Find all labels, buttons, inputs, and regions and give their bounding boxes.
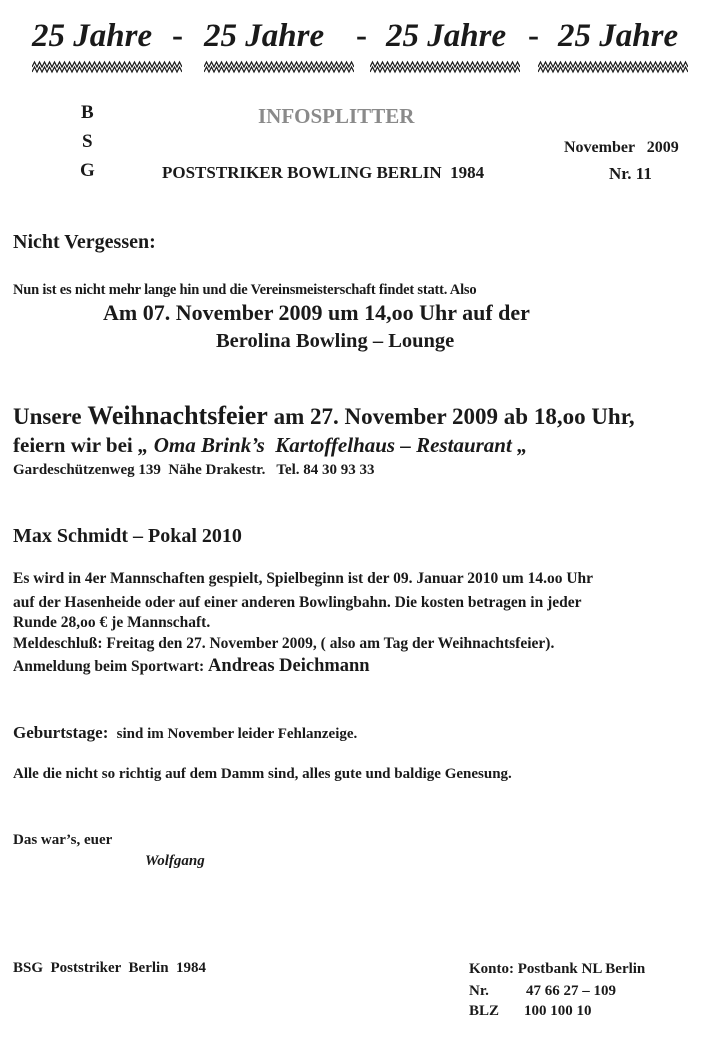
zigzag-rule bbox=[32, 60, 182, 74]
zigzag-rule bbox=[538, 60, 688, 74]
reminder-heading: Nicht Vergessen: bbox=[13, 231, 156, 253]
pokal-line: Meldeschluß: Freitag den 27. November 2009, ( also am Tag der Weihnachtsfeier). bbox=[13, 635, 555, 652]
footer-nr-label: Nr. bbox=[469, 983, 489, 999]
pokal-line: Runde 28,oo € je Mannschaft. bbox=[13, 614, 211, 631]
issue-date: November 2009 bbox=[564, 139, 679, 156]
birthdays-text: sind im November leider Fehlanzeige. bbox=[116, 726, 358, 742]
banner-item: 25 Jahre bbox=[204, 18, 325, 54]
banner-separator: - bbox=[528, 18, 539, 54]
christmas-venue: „ Oma Brink’s Kartoffelhaus – Restaurant „ bbox=[138, 433, 528, 457]
reminder-venue-line: Berolina Bowling – Lounge bbox=[216, 330, 455, 352]
bsg-letter: G bbox=[80, 160, 95, 181]
birthdays-heading: Geburtstage: bbox=[13, 723, 109, 742]
christmas-post: am 27. November 2009 ab 18,oo Uhr, bbox=[273, 404, 635, 429]
footer-club: BSG Poststriker Berlin 1984 bbox=[13, 960, 207, 976]
bsg-letter: B bbox=[81, 102, 94, 123]
club-name: POSTSTRIKER BOWLING BERLIN 1984 bbox=[162, 163, 485, 182]
footer-konto: Konto: Postbank NL Berlin bbox=[469, 961, 646, 977]
zigzag-rule bbox=[370, 60, 520, 74]
christmas-line2-pre: feiern wir bei bbox=[13, 433, 133, 457]
bsg-letter: S bbox=[82, 131, 93, 152]
banner-item: 25 Jahre bbox=[558, 18, 679, 54]
christmas-word: Weihnachtsfeier bbox=[87, 401, 268, 430]
pokal-line: auf der Hasenheide oder auf einer anderen Bowlingbahn. Die kosten betragen in jeder bbox=[13, 594, 582, 611]
banner-item: 25 Jahre bbox=[386, 18, 507, 54]
pokal-line: Es wird in 4er Mannschaften gespielt, Spielbeginn ist der 09. Januar 2010 um 14.oo Uhr bbox=[13, 570, 594, 587]
reminder-date-line: Am 07. November 2009 um 14,oo Uhr auf der bbox=[103, 300, 530, 325]
footer-nr-value: 47 66 27 – 109 bbox=[526, 983, 616, 999]
footer-blz-label: BLZ bbox=[469, 1003, 500, 1019]
pokal-signup-name: Andreas Deichmann bbox=[208, 656, 370, 676]
banner-item: 25 Jahre bbox=[32, 18, 153, 54]
christmas-address: Gardeschützenweg 139 Nähe Drakestr. Tel. 84 30 93 33 bbox=[13, 462, 375, 478]
banner-separator: - bbox=[172, 18, 183, 54]
pokal-signup-label: Anmeldung beim Sportwart: bbox=[13, 658, 205, 675]
footer-blz-value: 100 100 10 bbox=[524, 1003, 592, 1019]
banner-separator: - bbox=[356, 18, 367, 54]
closing-text: Das war’s, euer bbox=[13, 832, 113, 848]
reminder-intro: Nun ist es nicht mehr lange hin und die Vereinsmeisterschaft findet statt. Also bbox=[13, 282, 477, 298]
newsletter-title: INFOSPLITTER bbox=[258, 104, 415, 128]
pokal-heading: Max Schmidt – Pokal 2010 bbox=[13, 525, 242, 547]
signature: Wolfgang bbox=[145, 853, 205, 869]
issue-number: Nr. 11 bbox=[609, 164, 652, 183]
zigzag-rule bbox=[204, 60, 354, 74]
christmas-pre: Unsere bbox=[13, 404, 82, 429]
birthdays-wishes: Alle die nicht so richtig auf dem Damm sind, alles gute und baldige Genesung. bbox=[13, 766, 512, 782]
